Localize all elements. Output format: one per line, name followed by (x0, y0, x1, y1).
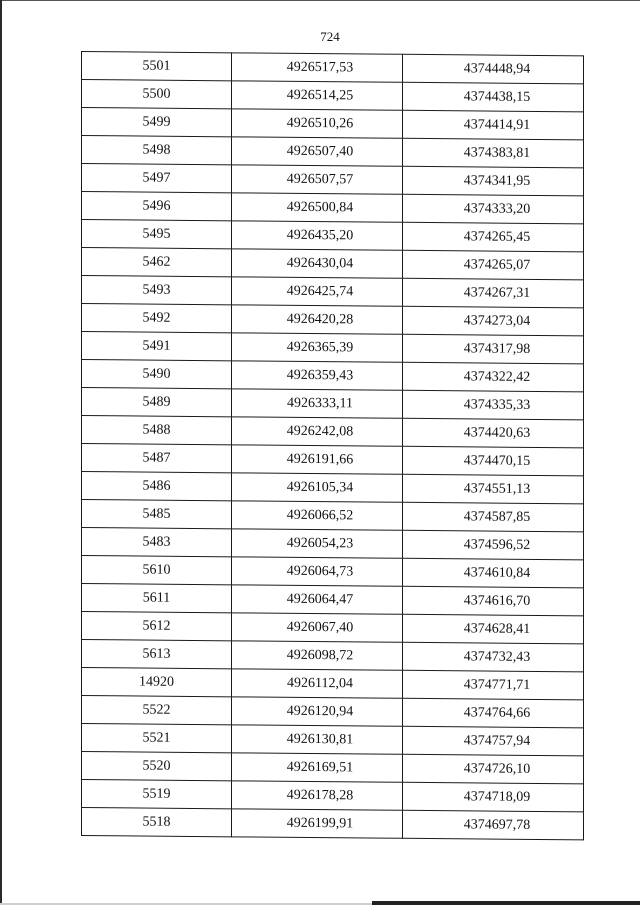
table-row (82, 584, 584, 616)
table-row (82, 248, 584, 280)
y-coordinate-cell: 4374317,98 (403, 334, 584, 364)
x-coordinate-cell: 4926359,43 (232, 361, 403, 390)
table-row (82, 108, 584, 140)
table-row (82, 752, 584, 784)
y-coordinate-cell: 4374757,94 (403, 726, 584, 756)
x-coordinate-cell: 4926500,84 (232, 193, 403, 222)
point-id-cell: 5486 (82, 472, 232, 501)
table-row (82, 388, 584, 420)
y-coordinate-cell: 4374420,63 (403, 418, 584, 448)
x-coordinate-cell: 4926199,91 (232, 809, 403, 838)
x-coordinate-cell: 4926507,57 (232, 165, 403, 194)
point-id-cell: 5489 (82, 388, 232, 417)
point-id-cell: 5483 (82, 528, 232, 557)
y-coordinate-cell: 4374322,42 (403, 362, 584, 392)
point-id-cell: 5493 (82, 276, 232, 305)
table-row (82, 556, 584, 588)
point-id-cell: 5518 (82, 808, 232, 837)
y-coordinate-cell: 4374551,13 (403, 474, 584, 504)
point-id-cell: 5521 (82, 724, 232, 753)
point-id-cell: 5500 (82, 80, 232, 109)
y-coordinate-cell: 4374764,66 (403, 698, 584, 728)
point-id-cell: 5611 (82, 584, 232, 613)
x-coordinate-cell: 4926098,72 (232, 641, 403, 670)
x-coordinate-cell: 4926242,08 (232, 417, 403, 446)
table-row (82, 724, 584, 756)
table-row (82, 136, 584, 168)
x-coordinate-cell: 4926169,51 (232, 753, 403, 782)
point-id-cell: 5488 (82, 416, 232, 445)
point-id-cell: 5485 (82, 500, 232, 529)
y-coordinate-cell: 4374596,52 (403, 530, 584, 560)
table-row (82, 416, 584, 448)
y-coordinate-cell: 4374470,15 (403, 446, 584, 476)
point-id-cell: 5519 (82, 780, 232, 809)
x-coordinate-cell: 4926066,52 (232, 501, 403, 530)
x-coordinate-cell: 4926130,81 (232, 725, 403, 754)
x-coordinate-cell: 4926178,28 (232, 781, 403, 810)
table-row (82, 444, 584, 476)
table-row (82, 192, 584, 224)
table-row (82, 612, 584, 644)
table-row (82, 80, 584, 112)
point-id-cell: 5501 (82, 52, 232, 81)
x-coordinate-cell: 4926435,20 (232, 221, 403, 250)
point-id-cell: 5498 (82, 136, 232, 165)
y-coordinate-cell: 4374383,81 (403, 138, 584, 168)
point-id-cell: 5495 (82, 220, 232, 249)
point-id-cell: 5490 (82, 360, 232, 389)
table-row (82, 332, 584, 364)
page-number: 724 (320, 29, 340, 44)
point-id-cell: 14920 (82, 668, 232, 697)
coordinates-table-body (82, 52, 584, 840)
y-coordinate-cell: 4374587,85 (403, 502, 584, 532)
x-coordinate-cell: 4926191,66 (232, 445, 403, 474)
y-coordinate-cell: 4374697,78 (403, 810, 584, 840)
point-id-cell: 5491 (82, 332, 232, 361)
y-coordinate-cell: 4374267,31 (403, 278, 584, 308)
x-coordinate-cell: 4926120,94 (232, 697, 403, 726)
scan-mark-bottom (372, 901, 640, 905)
x-coordinate-cell: 4926510,26 (232, 109, 403, 138)
x-coordinate-cell: 4926507,40 (232, 137, 403, 166)
table-row (82, 808, 584, 840)
x-coordinate-cell: 4926514,25 (232, 81, 403, 110)
x-coordinate-cell: 4926064,47 (232, 585, 403, 614)
table-row (82, 360, 584, 392)
y-coordinate-cell: 4374341,95 (403, 166, 584, 196)
x-coordinate-cell: 4926064,73 (232, 557, 403, 586)
table-row (82, 304, 584, 336)
table-row (82, 668, 584, 700)
x-coordinate-cell: 4926425,74 (232, 277, 403, 306)
y-coordinate-cell: 4374265,45 (403, 222, 584, 252)
x-coordinate-cell: 4926067,40 (232, 613, 403, 642)
point-id-cell: 5522 (82, 696, 232, 725)
table-row (82, 164, 584, 196)
table-row (82, 640, 584, 672)
coordinates-table (81, 51, 584, 840)
x-coordinate-cell: 4926420,28 (232, 305, 403, 334)
table-row (82, 220, 584, 252)
y-coordinate-cell: 4374771,71 (403, 670, 584, 700)
point-id-cell: 5610 (82, 556, 232, 585)
table-row (82, 52, 584, 84)
y-coordinate-cell: 4374335,33 (403, 390, 584, 420)
point-id-cell: 5612 (82, 612, 232, 641)
table-row (82, 276, 584, 308)
point-id-cell: 5487 (82, 444, 232, 473)
table-row (82, 780, 584, 812)
x-coordinate-cell: 4926105,34 (232, 473, 403, 502)
y-coordinate-cell: 4374333,20 (403, 194, 584, 224)
point-id-cell: 5520 (82, 752, 232, 781)
scan-edge-top (0, 0, 640, 1)
y-coordinate-cell: 4374448,94 (403, 54, 584, 84)
point-id-cell: 5462 (82, 248, 232, 277)
coordinates-table-wrapper (81, 51, 583, 840)
y-coordinate-cell: 4374438,15 (403, 82, 584, 112)
x-coordinate-cell: 4926365,39 (232, 333, 403, 362)
x-coordinate-cell: 4926517,53 (232, 53, 403, 82)
table-row (82, 696, 584, 728)
x-coordinate-cell: 4926112,04 (232, 669, 403, 698)
x-coordinate-cell: 4926054,23 (232, 529, 403, 558)
x-coordinate-cell: 4926333,11 (232, 389, 403, 418)
table-row (82, 500, 584, 532)
y-coordinate-cell: 4374273,04 (403, 306, 584, 336)
table-row (82, 472, 584, 504)
y-coordinate-cell: 4374414,91 (403, 110, 584, 140)
y-coordinate-cell: 4374628,41 (403, 614, 584, 644)
point-id-cell: 5499 (82, 108, 232, 137)
point-id-cell: 5613 (82, 640, 232, 669)
x-coordinate-cell: 4926430,04 (232, 249, 403, 278)
y-coordinate-cell: 4374732,43 (403, 642, 584, 672)
y-coordinate-cell: 4374265,07 (403, 250, 584, 280)
y-coordinate-cell: 4374718,09 (403, 782, 584, 812)
point-id-cell: 5496 (82, 192, 232, 221)
y-coordinate-cell: 4374726,10 (403, 754, 584, 784)
y-coordinate-cell: 4374610,84 (403, 558, 584, 588)
scan-edge-left (0, 0, 2, 905)
point-id-cell: 5492 (82, 304, 232, 333)
point-id-cell: 5497 (82, 164, 232, 193)
table-row (82, 528, 584, 560)
y-coordinate-cell: 4374616,70 (403, 586, 584, 616)
